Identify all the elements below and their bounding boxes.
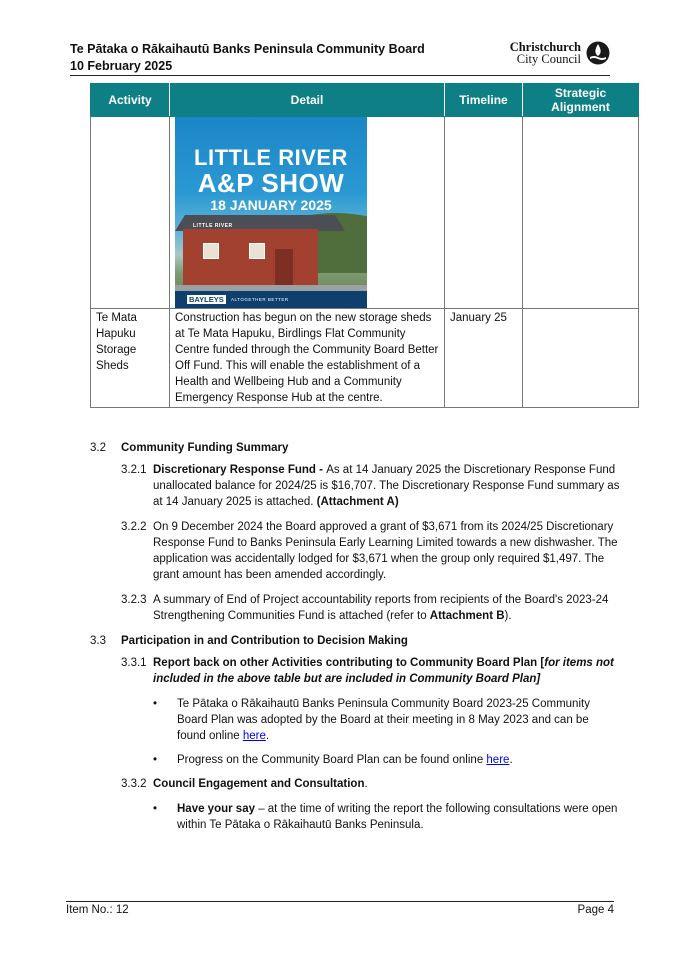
section-title: Participation in and Contribution to Decision Making xyxy=(121,635,408,647)
poster-title-2: A&P SHOW xyxy=(197,168,345,198)
paragraph-3-2-1: 3.2.1 Discretionary Response Fund - As at 14 January 2025 the Discretionary Response Fund unallocated balance for 2024/25 is $16,707. The Discretionary Response Fund summary as at 14 January 2025 is attached. (Attachment A) xyxy=(121,464,620,508)
page-footer xyxy=(66,901,614,918)
activity-cell: Te Mata Hapuku Storage Sheds xyxy=(91,309,170,408)
paragraph-3-2-2: 3.2.2 On 9 December 2024 the Board approved a grant of $3,671 from its 2024/25 Discretionary Response Fund to Banks Peninsula Early Learning Limited towards a new dishwasher. The application was accidentally lodged for $3,671 when the group only required $1,497. The grant amount has been amended accordingly. xyxy=(121,521,618,581)
board-name: Te Pātaka o Rākaihautū Banks Peninsula Community Board xyxy=(70,42,425,56)
meeting-date: 10 February 2025 xyxy=(70,59,173,73)
page-number: Page 4 xyxy=(577,904,614,916)
table-header-row xyxy=(91,84,639,117)
poster-brand: BAYLEYS xyxy=(189,295,224,304)
timeline-cell xyxy=(445,117,523,309)
poster-tagline: ALTOGETHER BETTER xyxy=(231,297,289,302)
section-3-2-heading: 3.2 Community Funding Summary xyxy=(90,442,289,454)
detail-cell: Construction has begun on the new storage sheds at Te Mata Hapuku, Birdlings Flat Community Centre funded through the Community Board Better Off Fund. This will enable the establishment of a Health and Wellbeing Hub and a Community Emergency Response Hub at the centre. xyxy=(170,309,445,408)
detail-cell xyxy=(170,117,445,309)
list-item: • Te Pātaka o Rākaihautū Banks Peninsula Community Board 2023-25 Community Board Plan was adopted by the Board at their meeting in 8 May 2023 and can be found online here. xyxy=(153,698,590,742)
plan-progress-link[interactable]: here xyxy=(486,754,510,766)
paragraph-3-2-3: 3.2.3 A summary of End of Project accountability reports from recipients of the Board's 2023-24 Strengthening Communities Fund is attached (refer to Attachment B). xyxy=(121,594,609,622)
poster-title-1: LITTLE RIVER xyxy=(194,145,348,170)
christchurch-logo-icon xyxy=(586,41,610,65)
timeline-cell: January 25 xyxy=(445,309,523,408)
item-number: Item No.: 12 xyxy=(66,904,129,916)
table-row xyxy=(91,117,639,309)
show-poster-image xyxy=(175,117,367,308)
report-body xyxy=(90,440,620,841)
page-header xyxy=(70,41,610,75)
logo-line1: Christchurch xyxy=(509,40,581,54)
board-plan-link[interactable]: here xyxy=(242,730,266,742)
col-activity: Activity xyxy=(91,84,170,117)
list-item: • Progress on the Community Board Plan can be found online here. xyxy=(153,754,513,766)
logo-line2: City Council xyxy=(516,52,581,66)
strategic-cell xyxy=(523,309,639,408)
col-detail: Detail xyxy=(170,84,445,117)
strategic-cell xyxy=(523,117,639,309)
paragraph-3-3-2: 3.3.2 Council Engagement and Consultation. xyxy=(121,778,368,790)
header-divider xyxy=(70,75,610,76)
poster-date: 18 JANUARY 2025 xyxy=(210,197,332,213)
table-row xyxy=(91,309,639,408)
activity-cell xyxy=(91,117,170,309)
section-3-3-heading: 3.3 Participation in and Contribution to Decision Making xyxy=(90,635,408,647)
activity-table xyxy=(90,83,639,408)
col-strategic-alignment: Strategic Alignment xyxy=(523,84,639,117)
paragraph-3-3-1: 3.3.1 Report back on other Activities contributing to Community Board Plan [for items not included in the above table but are included in Community Board Plan] xyxy=(121,657,614,685)
list-item: • Have your say – at the time of writing the report the following consultations were open within Te Pātaka o Rākaihautū Banks Peninsula. xyxy=(153,803,618,831)
section-title: Community Funding Summary xyxy=(121,442,289,454)
col-timeline: Timeline xyxy=(445,84,523,117)
poster-sign: LITTLE RIVER xyxy=(193,223,233,229)
council-logo xyxy=(510,41,610,65)
